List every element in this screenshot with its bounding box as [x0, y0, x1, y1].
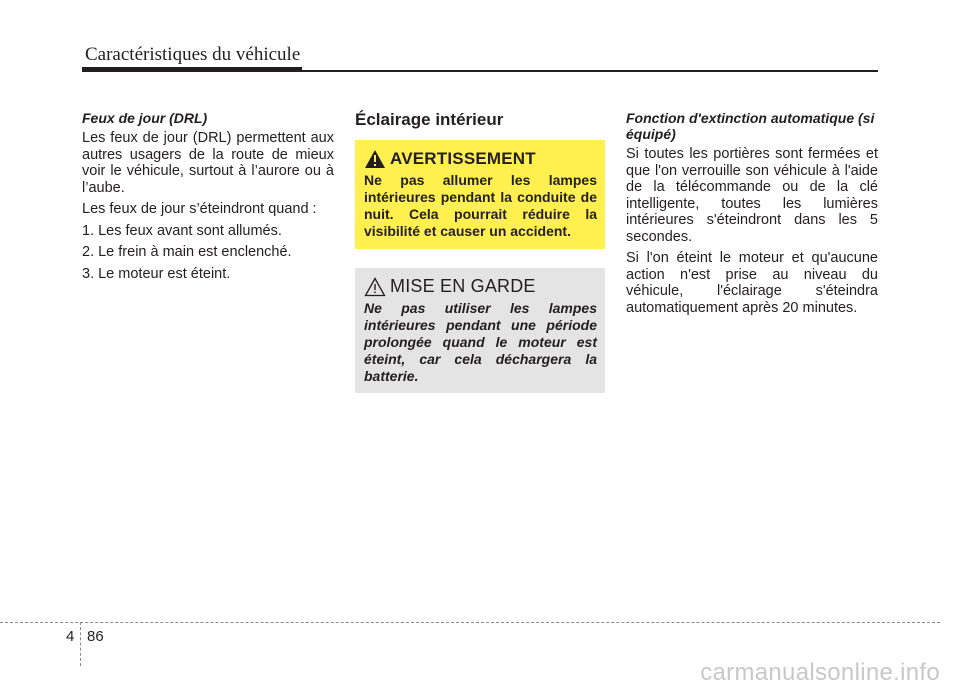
drl-condition-item: 1. Les feux avant sont allumés. — [82, 222, 282, 239]
drl-condition-item: 3. Le moteur est éteint. — [82, 265, 231, 282]
page-header-title: Caractéristiques du véhicule — [85, 44, 301, 65]
drl-condition-item: 2. Le frein à main est enclenché. — [82, 244, 292, 260]
warning-box — [355, 140, 605, 249]
drl-off-conditions-intro: Les feux de jour s’éteindront quand : — [82, 201, 317, 217]
warning-header — [364, 149, 597, 169]
section-title: Éclairage intérieur — [355, 110, 504, 129]
footer-page-separator — [80, 622, 81, 666]
auto-off-paragraph-2: Si l'on éteint le moteur et qu'aucune action n'est prise au niveau du véhicule, l'éclairage s'éteindra automatiquement après 20 minutes. — [626, 250, 878, 316]
caution-label: MISE EN GARDE — [390, 276, 536, 296]
chapter-number: 4 — [66, 628, 75, 645]
header-rule-thin — [302, 70, 878, 72]
warning-triangle-icon — [364, 149, 386, 169]
auto-off-subheading: Fonction d'extinction automatique (si équipé) — [626, 110, 875, 142]
caution-header — [364, 276, 597, 297]
caution-text: Ne pas utiliser les lampes intérieures pendant une période prolongée quand le moteur est éteint, car cela déchargera la batterie. — [364, 300, 597, 384]
caution-box — [355, 268, 605, 393]
right-column — [626, 110, 878, 321]
watermark-text: carmanualsonline.info — [700, 659, 940, 686]
caution-triangle-icon — [364, 277, 386, 297]
warning-label: AVERTISSEMENT — [390, 149, 536, 168]
warning-text: Ne pas allumer les lampes intérieures pendant la conduite de nuit. Cela pourrait réduire la visibilité et causer un accident. — [364, 172, 597, 239]
auto-off-paragraph-1: Si toutes les portières sont fermées et que l'on verrouille son véhicule à l'aide de la télécommande ou de la clé intelligente, toutes les lumières intérieures s'éteindront dans les 5 secondes. — [626, 146, 878, 245]
page-number: 86 — [87, 628, 104, 645]
middle-column — [355, 110, 605, 130]
left-column — [82, 110, 334, 287]
header-rule-thick — [82, 67, 302, 72]
footer-divider — [0, 622, 940, 623]
drl-subheading: Feux de jour (DRL) — [82, 110, 208, 126]
drl-description: Les feux de jour (DRL) permettent aux autres usagers de la route de mieux voir le véhicule, surtout à l’aurore ou à l’aube. — [82, 130, 334, 196]
